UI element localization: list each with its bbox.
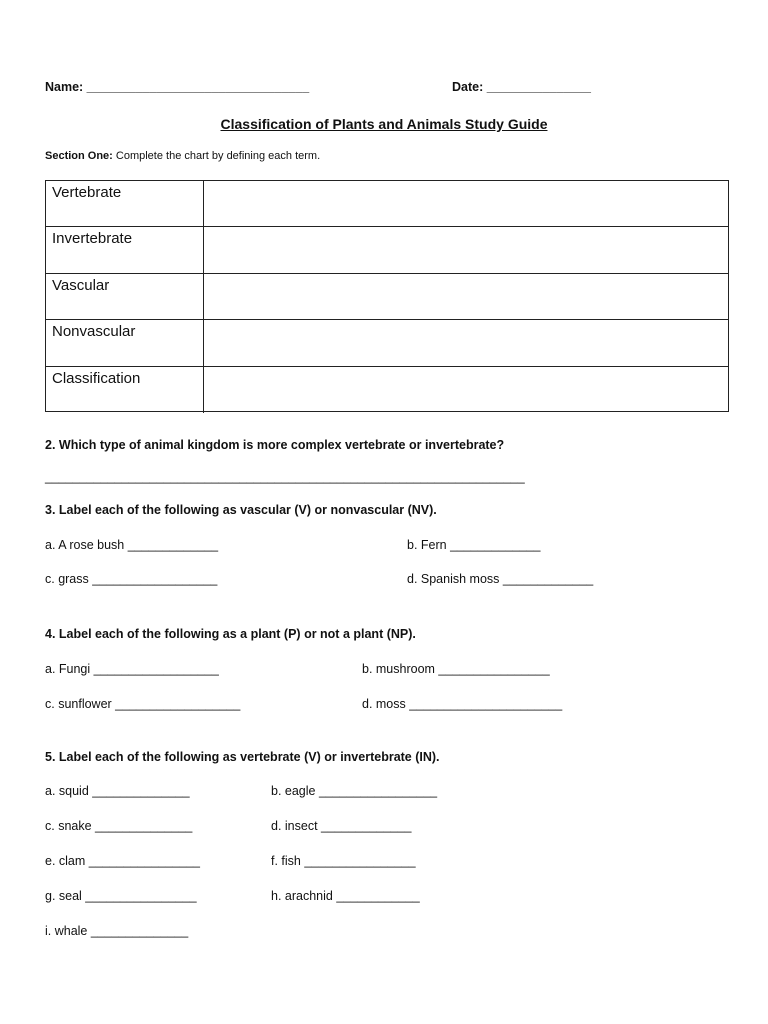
term-cell: Classification [46, 367, 204, 413]
question-3-item-d[interactable]: d. Spanish moss _____________ [407, 572, 594, 586]
section-one-text: Complete the chart by defining each term. [112, 150, 321, 162]
section-one-label: Section One: [45, 150, 113, 162]
question-2-answer-line[interactable]: _____________________________________________________________________ [45, 470, 525, 484]
section-one-instructions [45, 150, 320, 162]
chart-row-invertebrate [46, 227, 728, 273]
question-5-item-g[interactable]: g. seal ________________ [45, 889, 197, 903]
question-3-item-a[interactable]: a. A rose bush _____________ [45, 538, 219, 552]
chart-row-nonvascular [46, 320, 728, 366]
question-2-prompt: 2. Which type of animal kingdom is more complex vertebrate or invertebrate? [45, 438, 505, 452]
question-5-item-f[interactable]: f. fish ________________ [271, 854, 416, 868]
question-5-item-a[interactable]: a. squid ______________ [45, 784, 190, 798]
question-5-item-d[interactable]: d. insect _____________ [271, 819, 412, 833]
question-3-prompt: 3. Label each of the following as vascular (V) or nonvascular (NV). [45, 503, 437, 517]
question-3-item-b[interactable]: b. Fern _____________ [407, 538, 541, 552]
definition-cell-vascular[interactable] [204, 274, 728, 319]
term-cell: Invertebrate [46, 227, 204, 272]
date-field-label: Date: _______________ [452, 80, 592, 94]
definitions-chart [45, 180, 729, 412]
question-4-item-b[interactable]: b. mushroom ________________ [362, 662, 550, 676]
question-4-prompt: 4. Label each of the following as a plant (P) or not a plant (NP). [45, 627, 416, 641]
question-5-item-e[interactable]: e. clam ________________ [45, 854, 200, 868]
question-5-item-i[interactable]: i. whale ______________ [45, 924, 189, 938]
question-5-prompt: 5. Label each of the following as vertebrate (V) or invertebrate (IN). [45, 750, 440, 764]
question-5-item-b[interactable]: b. eagle _________________ [271, 784, 438, 798]
question-4-item-c[interactable]: c. sunflower __________________ [45, 697, 241, 711]
term-cell: Vertebrate [46, 181, 204, 226]
chart-row-classification [46, 367, 728, 413]
term-cell: Nonvascular [46, 320, 204, 365]
question-5-item-c[interactable]: c. snake ______________ [45, 819, 193, 833]
definition-cell-invertebrate[interactable] [204, 227, 728, 272]
name-field-label: Name: ________________________________ [45, 80, 310, 94]
chart-row-vascular [46, 274, 728, 320]
definition-cell-vertebrate[interactable] [204, 181, 728, 226]
question-3-item-c[interactable]: c. grass __________________ [45, 572, 218, 586]
page-title: Classification of Plants and Animals Study Guide [220, 116, 548, 132]
chart-row-vertebrate [46, 181, 728, 227]
term-cell: Vascular [46, 274, 204, 319]
question-5-item-h[interactable]: h. arachnid ____________ [271, 889, 420, 903]
definition-cell-classification[interactable] [204, 367, 728, 413]
question-4-item-a[interactable]: a. Fungi __________________ [45, 662, 219, 676]
question-4-item-d[interactable]: d. moss ______________________ [362, 697, 563, 711]
definition-cell-nonvascular[interactable] [204, 320, 728, 365]
